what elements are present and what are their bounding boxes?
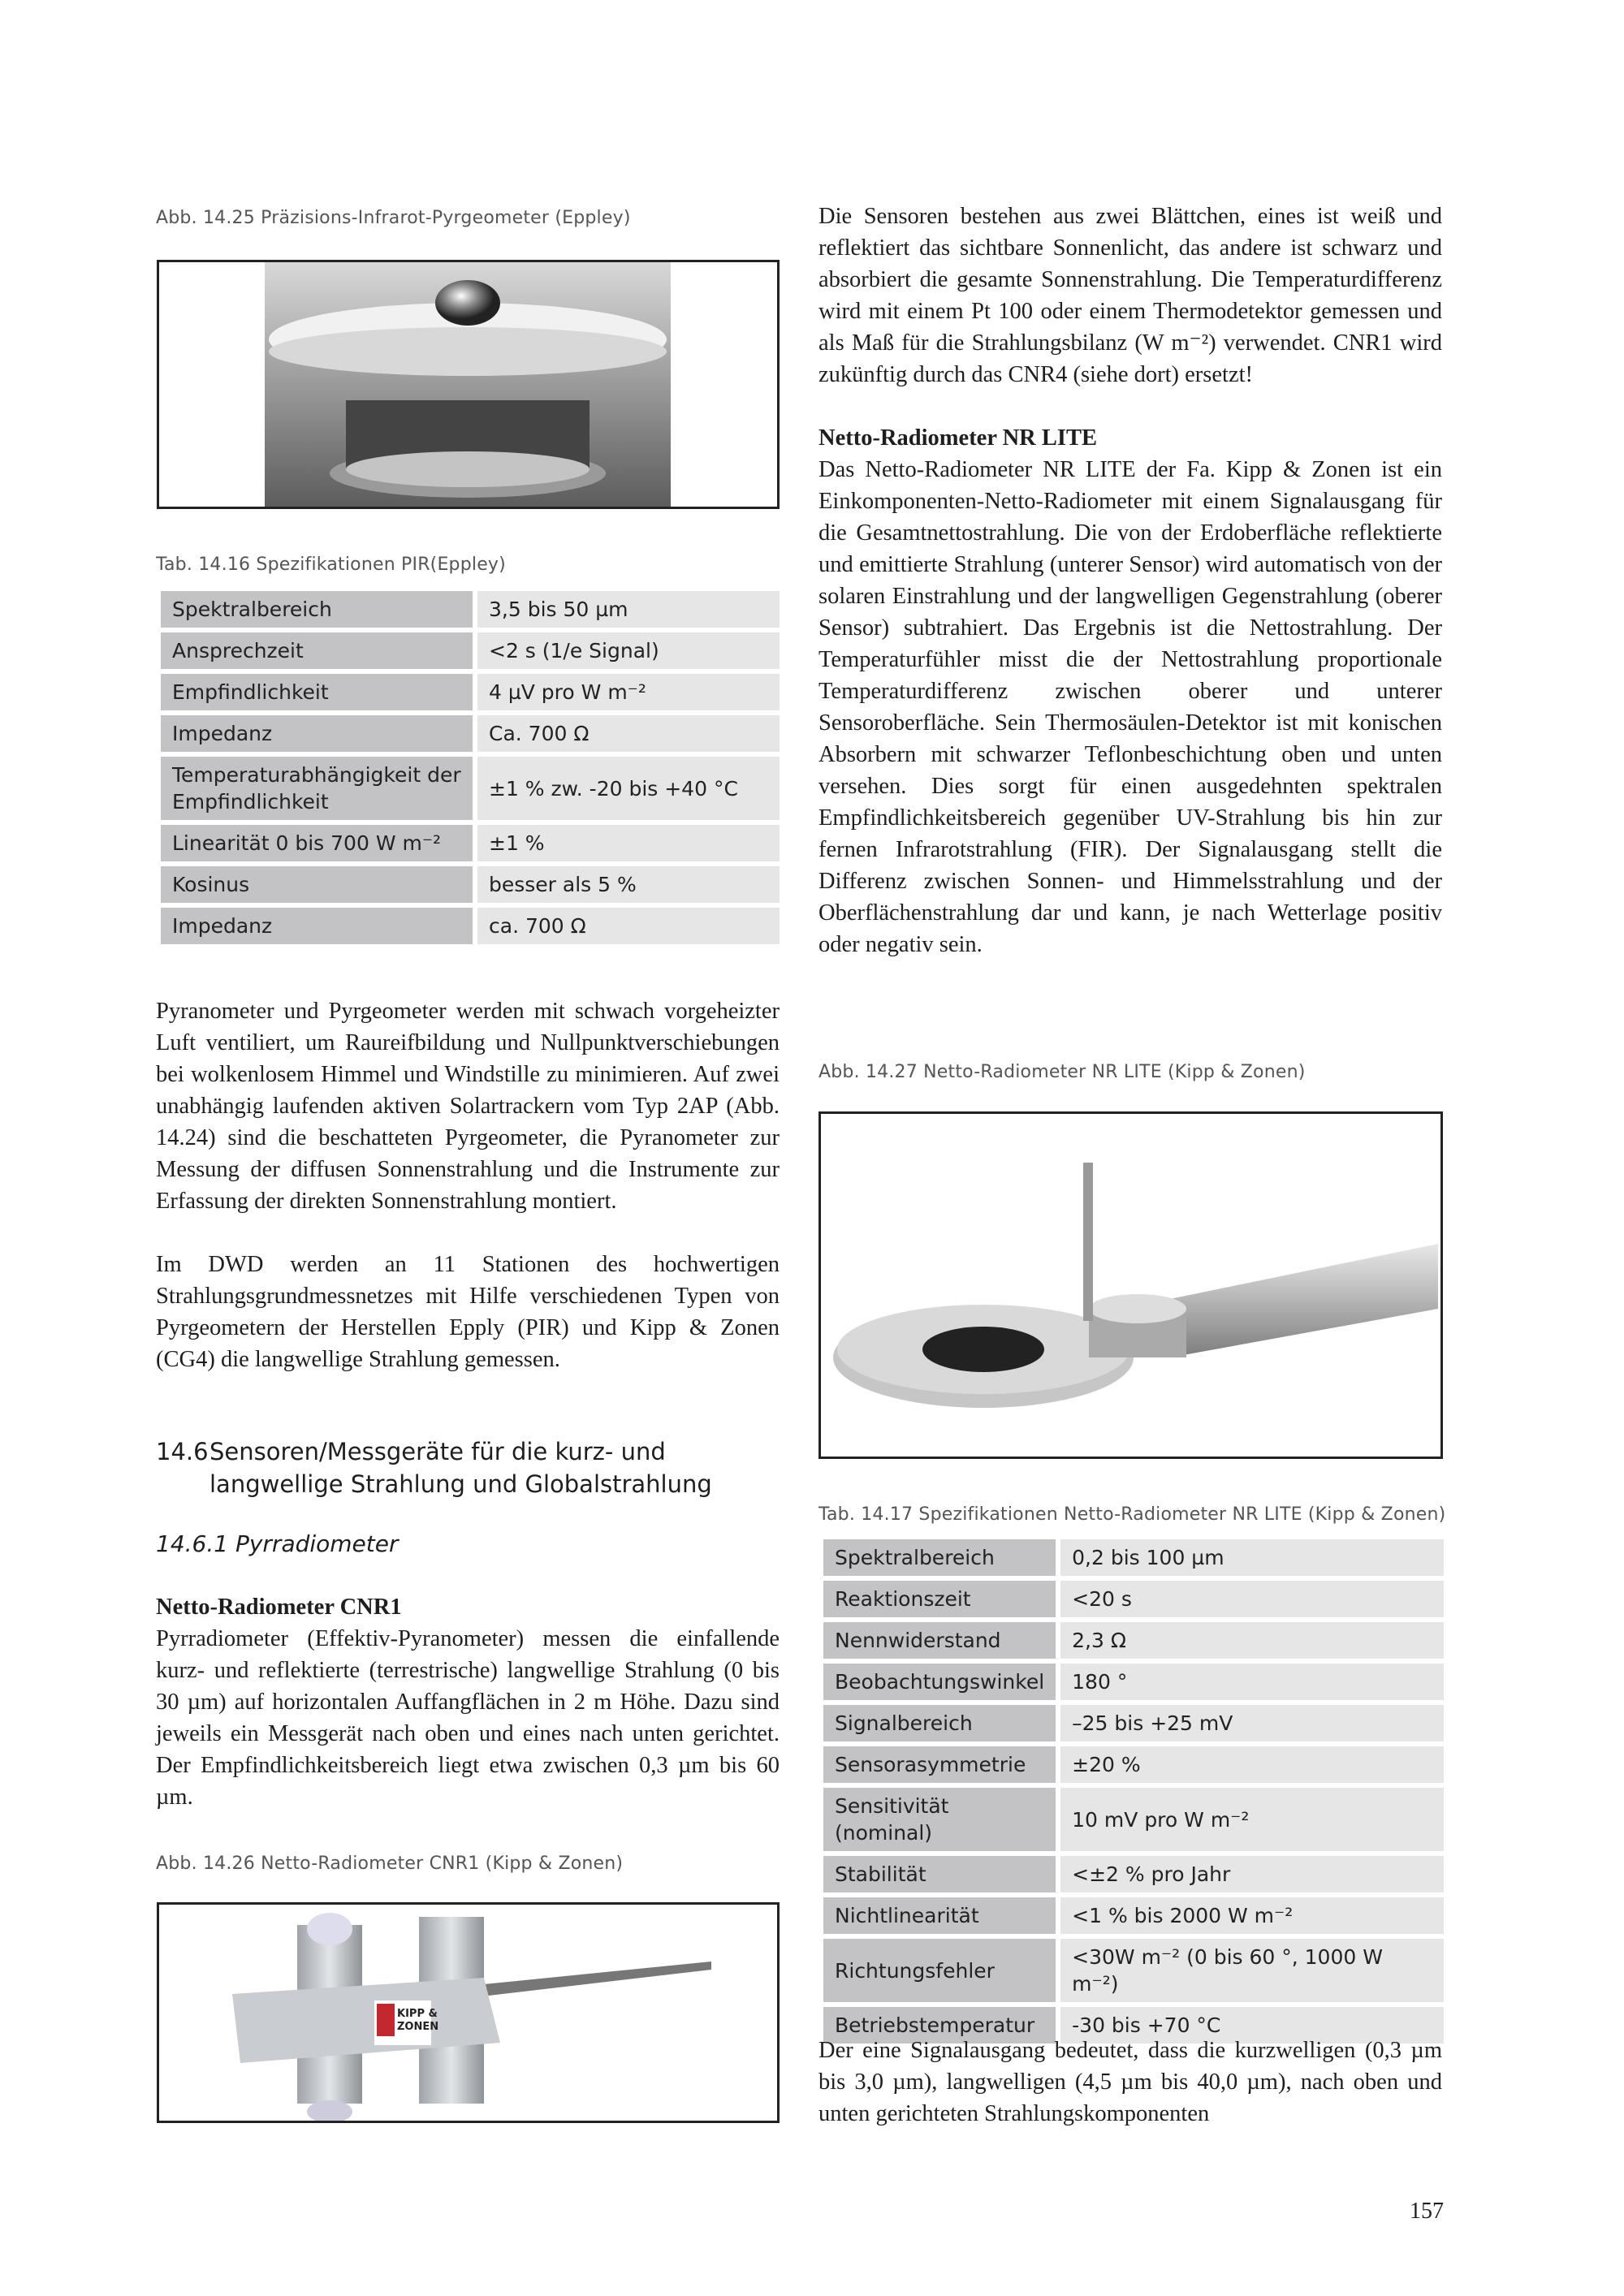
figure-pyrgeometer-photo — [157, 260, 780, 509]
spec-key: Impedanz — [161, 715, 473, 752]
spec-key: Ansprechzeit — [161, 632, 473, 669]
spec-key: Stabilität — [823, 1856, 1056, 1892]
table-row — [161, 866, 780, 903]
table-row — [161, 825, 780, 861]
spec-value: –25 bis +25 mV — [1060, 1705, 1444, 1741]
cnr1-paragraph: Pyrradiometer (Effektiv-Pyranometer) messen die einfallende kurz- und reflektierte (terrestrische) langwellige Strahlung (0 bis 30 µm) auf horizontalen Auffangflächen in 2 m Höhe. Dazu sind jeweils ein Messgerät nach oben und eines nach unten gerichtet. Der Empfindlichkeitsbereich liegt etwa zwischen 0,3 µm bis 60 µm. — [156, 1626, 780, 1810]
nrlite-heading: Netto-Radiometer NR LITE — [818, 425, 1098, 451]
spec-value: 3,5 bis 50 µm — [477, 591, 780, 628]
table-caption-14-16: Tab. 14.16 Spezifikationen PIR(Eppley) — [156, 555, 506, 575]
paragraph-signal-output: Der eine Signalausgang bedeutet, dass die kurzwelligen (0,3 µm bis 3,0 µm), langwelligen (4,5 µm bis 40,0 µm), nach oben und unten gerichteten Strahlungskomponenten — [818, 2038, 1442, 2126]
figure-cnr1-photo — [157, 1902, 780, 2123]
table-row — [823, 1939, 1444, 2002]
spec-value: 180 ° — [1060, 1664, 1444, 1700]
cnr1-section — [156, 1591, 780, 1813]
table-row — [161, 757, 780, 820]
table-row — [823, 1539, 1444, 1576]
spec-key: Richtungsfehler — [823, 1939, 1056, 2002]
spec-key: Nichtlinearität — [823, 1897, 1056, 1934]
cnr1-image — [159, 1905, 780, 2123]
spec-value: 2,3 Ω — [1060, 1622, 1444, 1659]
subsection-heading: 14.6.1 Pyrradiometer — [156, 1530, 399, 1557]
spec-value: ±1 % — [477, 825, 780, 861]
section-heading-14-6 — [156, 1435, 780, 1500]
spec-key: Spektralbereich — [161, 591, 473, 628]
table-row — [161, 674, 780, 710]
spec-value: 4 µV pro W m⁻² — [477, 674, 780, 710]
spec-value: 0,2 bis 100 µm — [1060, 1539, 1444, 1576]
figure-nrlite-photo — [818, 1111, 1443, 1459]
spec-key: Spektralbereich — [823, 1539, 1056, 1576]
spec-key: Empfindlichkeit — [161, 674, 473, 710]
paragraph-dwd: Im DWD werden an 11 Stationen des hochwertigen Strahlungsgrundmessnetzes mit Hilfe verschiedenen Typen von Pyrgeometern der Herstellen Epply (PIR) und Kipp & Zonen (CG4) die langwellige Strahlung gemessen. — [156, 1252, 780, 1372]
spec-value: ±1 % zw. -20 bis +40 °C — [477, 757, 780, 820]
nrlite-image — [821, 1114, 1443, 1459]
spec-key: Nennwiderstand — [823, 1622, 1056, 1659]
section-title: Sensoren/Messgeräte für die kurz- und langwellige Strahlung und Globalstrahlung — [209, 1438, 712, 1498]
spec-key: Signalbereich — [823, 1705, 1056, 1741]
spec-value: <2 s (1/e Signal) — [477, 632, 780, 669]
paragraph-ventilation: Pyranometer und Pyrgeometer werden mit schwach vorgeheizter Luft ventiliert, um Raureifbildung und Nullpunktverschiebungen bei wolkenlosem Himmel und Windstille zu minimieren. Auf zwei unabhängig laufenden aktiven Solartrackern vom Typ 2AP (Abb. 14.24) sind die beschatteten Pyrgeometer, die Pyranometer zur Messung der diffusen Sonnenstrahlung und die Instrumente zur Erfassung der direkten Sonnenstrahlung montiert. — [156, 999, 780, 1214]
figure-caption-14-26: Abb. 14.26 Netto-Radiometer CNR1 (Kipp & Zonen) — [156, 1854, 624, 1874]
spec-key: Temperaturabhängigkeit der Empfindlichkeit — [161, 757, 473, 820]
page-number: 157 — [1410, 2199, 1444, 2224]
spec-key: Impedanz — [161, 908, 473, 944]
paragraph-sensors: Die Sensoren bestehen aus zwei Blättchen, eines ist weiß und reflektiert das sichtbare Sonnenlicht, das andere ist schwarz und absorbiert die gesamte Sonnenstrahlung. Die Temperaturdifferenz wird mit einem Pt 100 oder einem Thermodetektor gemessen und als Maß für die Strahlungsbilanz (W m⁻²) verwendet. CNR1 wird zukünftig durch das CNR4 (siehe dort) ersetzt! — [818, 204, 1442, 387]
table-row — [161, 908, 780, 944]
kipp-zonen-logo: KIPP & — [397, 2008, 438, 2020]
spec-value: 10 mV pro W m⁻² — [1060, 1788, 1444, 1851]
table-row — [823, 1664, 1444, 1700]
spec-key: Linearität 0 bis 700 W m⁻² — [161, 825, 473, 861]
right-body-text — [818, 201, 1442, 960]
spec-value: besser als 5 % — [477, 866, 780, 903]
table-row — [823, 1622, 1444, 1659]
spec-value: Ca. 700 Ω — [477, 715, 780, 752]
spec-value: <30W m⁻² (0 bis 60 °, 1000 W m⁻²) — [1060, 1939, 1444, 2002]
spec-table-pir — [156, 586, 784, 949]
table-row — [161, 715, 780, 752]
spec-key: Beobachtungswinkel — [823, 1664, 1056, 1700]
table-row — [823, 1856, 1444, 1892]
spec-key: Kosinus — [161, 866, 473, 903]
table-row — [823, 1705, 1444, 1741]
table-row — [823, 1897, 1444, 1934]
svg-text:ZONEN: ZONEN — [397, 2021, 439, 2033]
table-row — [161, 632, 780, 669]
spec-value: <20 s — [1060, 1581, 1444, 1617]
spec-table-nrlite — [818, 1534, 1449, 2048]
table-row — [161, 591, 780, 628]
spec-value: <1 % bis 2000 W m⁻² — [1060, 1897, 1444, 1934]
section-number: 14.6 — [156, 1438, 209, 1465]
spec-value: <±2 % pro Jahr — [1060, 1856, 1444, 1892]
table-row — [823, 1788, 1444, 1851]
table-row — [823, 1581, 1444, 1617]
table-row — [823, 1746, 1444, 1783]
spec-value: ±20 % — [1060, 1746, 1444, 1783]
cnr1-heading: Netto-Radiometer CNR1 — [156, 1595, 402, 1620]
nrlite-paragraph: Das Netto-Radiometer NR LITE der Fa. Kipp & Zonen ist ein Einkomponenten-Netto-Radiometer mit einem Signalausgang für die Gesamtnettostrahlung. Die von der Erdoberfläche reflektierte und emittierte Strahlung (unterer Sensor) wird automatisch von der solaren Einstrahlung und der langwelligen Gegenstrahlung (oberer Sensor) subtrahiert. Das Ergebnis ist die Nettostrahlung. Der Temperaturfühler misst die der Nettostrahlung proportionale Temperaturdifferenz zwischen oberer und unterer Sensoroberfläche. Sein Thermosäulen-Detektor ist mit konischen Absorbern mit schwarzer Teflonbeschichtung oben und unten versehen. Dies sorgt für einen ausgedehnten spektralen Empfindlichkeitsbereich gegenüber UV-Strahlung bis hin zur fernen Infrarotstrahlung (FIR). Der Signalausgang stellt die Differenz zwischen Sonnen- und Himmelsstrahlung und der Oberflächenstrahlung dar und kann, je nach Wetterlage positiv oder negativ sein. — [818, 457, 1442, 957]
spec-key: Reaktionszeit — [823, 1581, 1056, 1617]
spec-key: Sensorasymmetrie — [823, 1746, 1056, 1783]
spec-key: Betriebstemperatur — [823, 2007, 1056, 2044]
left-body-text — [156, 995, 780, 1375]
figure-caption-14-25: Abb. 14.25 Präzisions-Infrarot-Pyrgeometer (Eppley) — [156, 208, 631, 228]
spec-value: ca. 700 Ω — [477, 908, 780, 944]
spec-key: Sensitivität (nominal) — [823, 1788, 1056, 1851]
table-caption-14-17: Tab. 14.17 Spezifikationen Netto-Radiometer NR LITE (Kipp & Zonen) — [818, 1504, 1446, 1525]
figure-caption-14-27: Abb. 14.27 Netto-Radiometer NR LITE (Kipp & Zonen) — [818, 1062, 1306, 1082]
spec-value: -30 bis +70 °C — [1060, 2007, 1444, 2044]
pyrgeometer-image — [159, 262, 780, 509]
